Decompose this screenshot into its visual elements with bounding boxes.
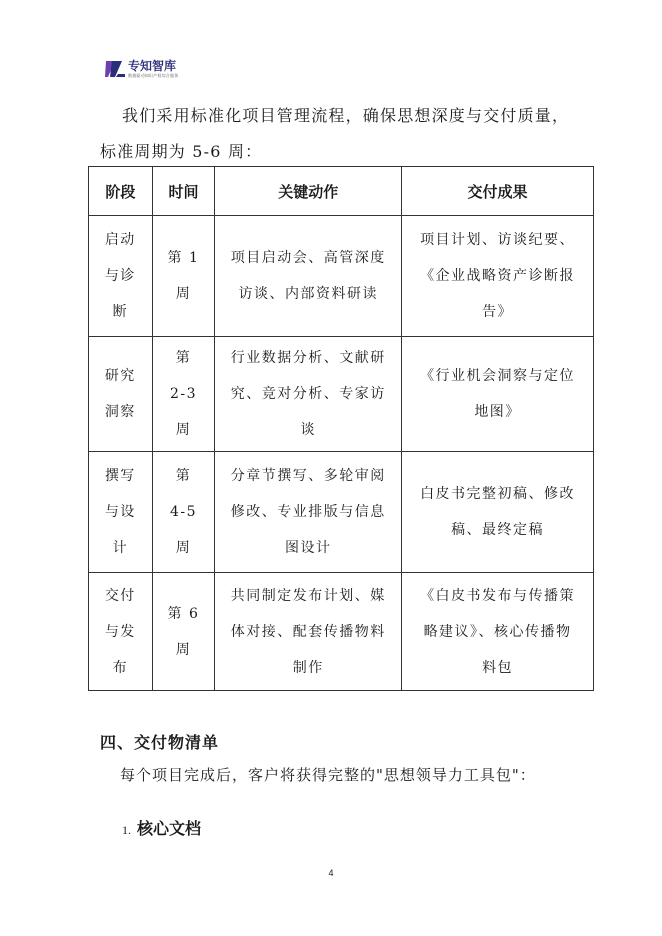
time-cell xyxy=(152,452,215,573)
logo-mark-icon xyxy=(104,58,126,80)
stage-cell xyxy=(89,337,153,452)
stage-cell xyxy=(89,452,153,573)
stage-cell xyxy=(89,216,153,337)
cell-line: 地图》 xyxy=(474,404,521,420)
time-cell xyxy=(152,337,215,452)
section-body-text: 每个项目完成后，客户将获得完整的"思想领导力工具包"： xyxy=(120,766,536,784)
actions-cell xyxy=(215,216,402,337)
column-header: 阶段 xyxy=(89,167,153,216)
deliverables-cell xyxy=(402,452,594,573)
cell-line: 4-5 xyxy=(169,504,197,520)
cell-line: 与发 xyxy=(104,623,136,640)
cell-line: 第 xyxy=(175,468,192,484)
subsection-title: 核心文档 xyxy=(137,819,202,838)
cell-line: 项目启动会、高管深度 xyxy=(230,250,386,266)
logo-subtitle: 数据驱动知识产权综合服务 xyxy=(128,72,179,78)
table-row xyxy=(89,452,594,573)
intro-line: 我们采用标准化项目管理流程，确保思想深度与交付质量， xyxy=(122,106,570,125)
deliverables-cell xyxy=(402,216,594,337)
cell-line: 制作 xyxy=(292,659,324,676)
cell-line: 启动 xyxy=(104,232,136,248)
time-cell xyxy=(152,216,215,337)
cell-line: 究、竞对分析、专家访 xyxy=(230,386,386,402)
brand-logo xyxy=(104,58,178,80)
table-row xyxy=(89,216,594,337)
cell-line: 周 xyxy=(175,286,192,302)
table-header-row xyxy=(89,167,594,216)
cell-line: 周 xyxy=(175,540,192,556)
stage-cell xyxy=(89,573,153,691)
subsection-heading xyxy=(122,816,201,839)
cell-line: 告》 xyxy=(482,304,514,320)
cell-line: 周 xyxy=(175,422,192,438)
cell-line: 《白皮书发布与传播策 xyxy=(420,587,576,604)
cell-line: 2-3 xyxy=(169,386,197,402)
page-number: 4 xyxy=(328,868,334,878)
logo-title: 专知智库 xyxy=(128,58,177,73)
cell-line: 白皮书完整初稿、修改 xyxy=(420,486,576,502)
cell-line: 洞察 xyxy=(104,404,136,420)
actions-cell xyxy=(215,452,402,573)
column-header: 交付成果 xyxy=(402,167,594,216)
list-number: 1. xyxy=(122,823,131,837)
cell-line: 谈 xyxy=(300,422,316,438)
time-cell xyxy=(152,573,215,691)
cell-line: 布 xyxy=(112,659,129,676)
cell-line: 研究 xyxy=(104,368,136,384)
deliverables-cell xyxy=(402,573,594,691)
cell-line: 《企业战略资产诊断报 xyxy=(420,268,576,284)
cell-line: 略建议》、核心传播物 xyxy=(423,623,572,640)
section-heading: 四、交付物清单 xyxy=(100,733,220,752)
cell-line: 第 xyxy=(175,350,192,366)
intro-line: 标准周期为 5-6 周： xyxy=(100,142,263,161)
cell-line: 料包 xyxy=(482,659,514,676)
cell-line: 断 xyxy=(112,304,129,320)
cell-line: 修改、专业排版与信息 xyxy=(230,504,386,520)
cell-line: 行业数据分析、文献研 xyxy=(230,350,386,366)
cell-line: 撰写 xyxy=(104,468,136,484)
project-timeline-table xyxy=(88,166,594,691)
cell-line: 稿、最终定稿 xyxy=(451,522,545,538)
cell-line: 第 1 xyxy=(167,250,200,266)
table-row xyxy=(89,337,594,452)
cell-line: 共同制定发布计划、媒 xyxy=(230,587,386,604)
cell-line: 计 xyxy=(112,540,129,556)
column-header: 时间 xyxy=(152,167,215,216)
cell-line: 周 xyxy=(175,641,192,658)
intro-paragraph xyxy=(100,98,590,170)
cell-line: 第 6 xyxy=(167,605,200,622)
cell-line: 《行业机会洞察与定位 xyxy=(420,368,576,384)
actions-cell xyxy=(215,573,402,691)
cell-line: 交付 xyxy=(104,587,136,604)
cell-line: 与设 xyxy=(104,504,136,520)
table-row xyxy=(89,573,594,691)
cell-line: 体对接、配套传播物料 xyxy=(230,623,386,640)
column-header: 关键动作 xyxy=(215,167,402,216)
cell-line: 与诊 xyxy=(104,268,136,284)
cell-line: 图设计 xyxy=(284,540,332,556)
cell-line: 分章节撰写、多轮审阅 xyxy=(230,468,386,484)
deliverables-cell xyxy=(402,337,594,452)
cell-line: 项目计划、访谈纪要、 xyxy=(420,232,576,248)
cell-line: 访谈、内部资料研读 xyxy=(238,286,378,302)
actions-cell xyxy=(215,337,402,452)
